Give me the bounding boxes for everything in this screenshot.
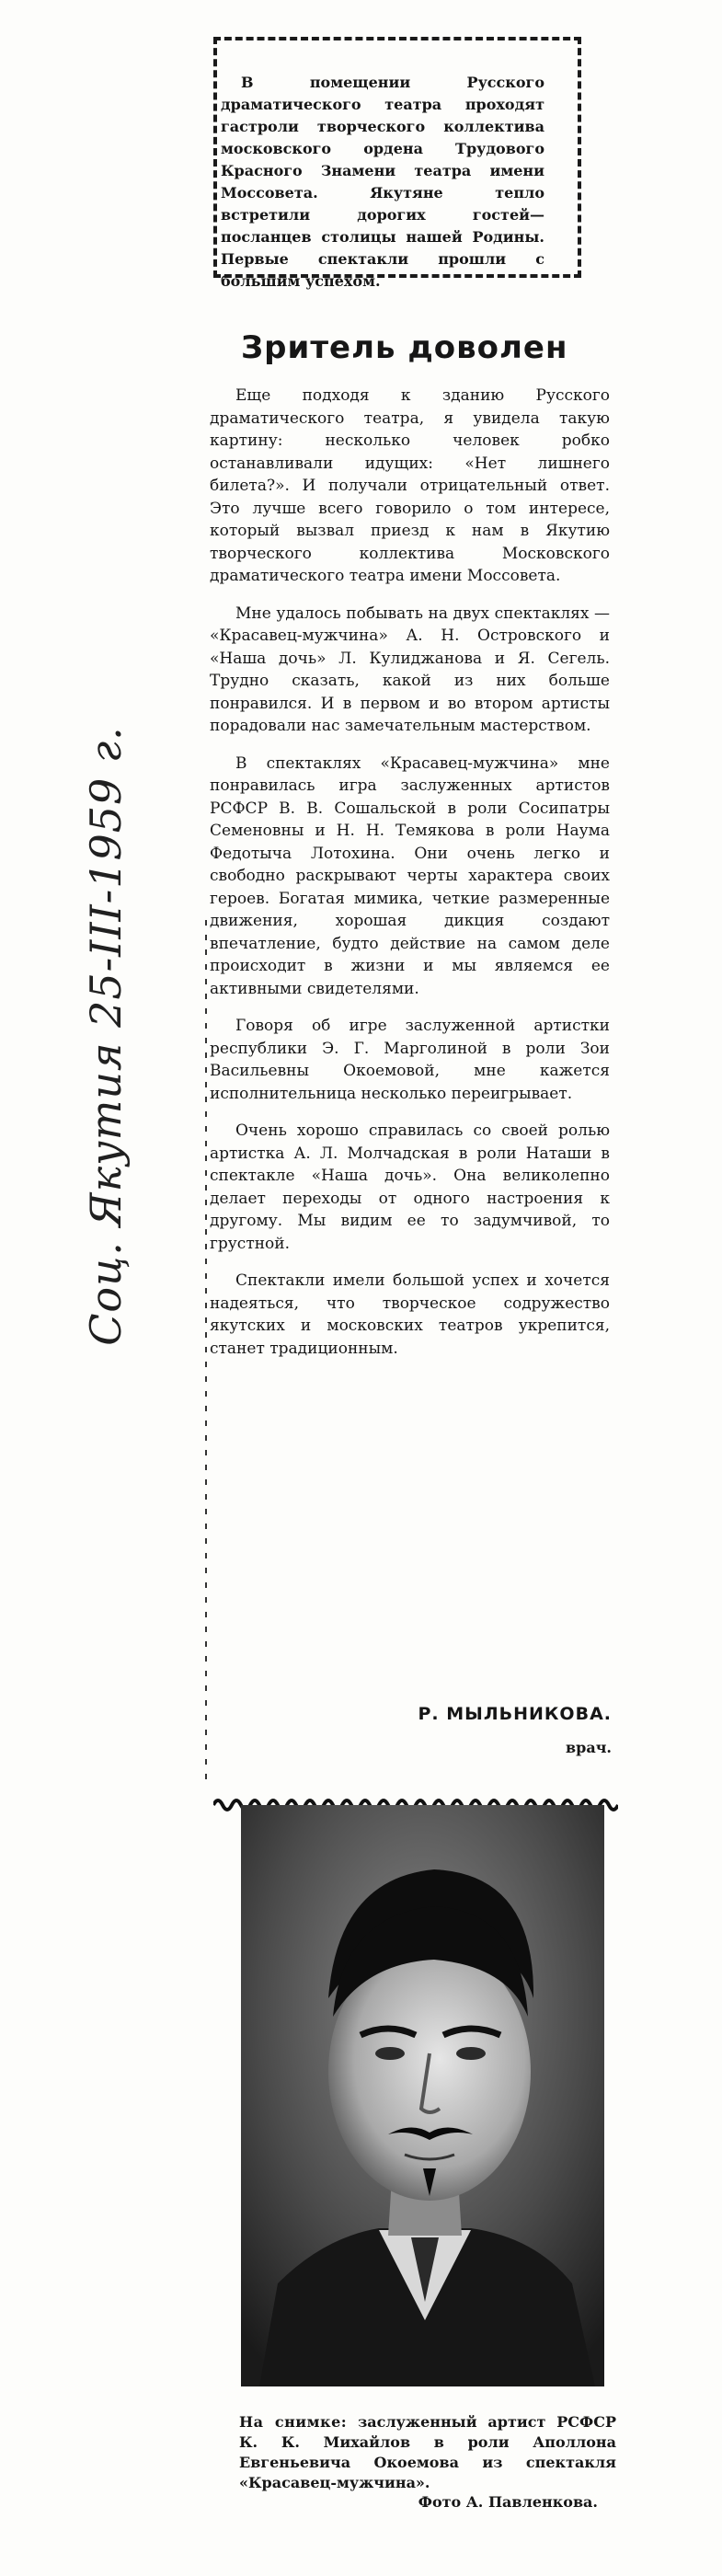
author-role: врач. <box>566 1739 612 1756</box>
article-paragraph: Мне удалось побывать на двух спектаклях — «Красавец-мужчина» А. Н. Островского и «Наша дочь» Л. Кулиджанова и Я. Сегель. Трудно сказать, какой из них больше понравился. И в первом и во втором артисты порадовали нас замечательным мастерством. <box>210 604 610 735</box>
article-paragraph: Говоря об игре заслуженной артистки республики Э. Г. Марголиной в роли Зои Васильевны Окоемовой, мне кажется исполнительница несколько переигрывает. <box>210 1017 610 1103</box>
article-paragraph: Спектакли имели большой успех и хочется надеяться, что творческое содружество якутских и московских театров укрепится, станет традиционным. <box>210 1271 610 1358</box>
article-paragraph: В спектаклях «Красавец-мужчина» мне понравилась игра заслуженных артистов РСФСР В. В. Сошальской в роли Сосипатры Семеновны и Н. Н. Темякова в роли Наума Федотыча Лотохина. Они очень легко и свободно раскрывают черты характера своих героев. Богатая мимика, четкие размеренные движения, хорошая дикция создают впечатление, будто действие на самом деле происходит в жизни и мы являемся ее активными свидетелями. <box>210 753 610 998</box>
author-signature: Р. МЫЛЬНИКОВА. <box>418 1704 612 1724</box>
actor-portrait-photo <box>241 1805 604 2386</box>
photo-credit: Фото А. Павленкова. <box>418 2493 598 2511</box>
article-headline: Зритель доволен <box>241 329 568 366</box>
article-body <box>210 385 610 1374</box>
caption-text: заслуженный артист РСФСР К. К. Михайлов в роли Аполлона Евгеньевича Окоемова из спектакля «Красавец-мужчина». <box>239 2413 616 2491</box>
article-paragraph: Очень хорошо справилась со своей ролью артистка А. Л. Молчадская в роли Наташи в спектакле «Наша дочь». Она великолепно делает переходы от одного настроения к другому. Мы видим ее то задумчивой, то грустной. <box>210 1121 610 1253</box>
handwritten-margin-note: Соц. Якутия 25-III-1959 г. <box>81 726 131 1346</box>
article-paragraph: Еще подходя к зданию Русского драматического театра, я увидела такую картину: несколько человек робко останавливали идущих: «Нет лишнего билета?». И получали отрицательный ответ. Это лучше всего говорило о том интересе, который вызвал приезд к нам в Якутию творческого коллектива Московского драматического театра имени Моссовета. <box>210 386 610 585</box>
caption-lead: На снимке: <box>239 2413 348 2431</box>
photo-caption <box>239 2412 616 2493</box>
intro-paragraph: В помещении Русского драматического театра проходят гастроли творческого коллектива московского ордена Трудового Красного Знамени театра имени Моссовета. Якутяне тепло встретили дорогих гостей—посланцев столицы нашей Родины. Первые спектакли прошли с большим успехом. <box>221 74 544 290</box>
column-rule <box>204 920 208 1785</box>
